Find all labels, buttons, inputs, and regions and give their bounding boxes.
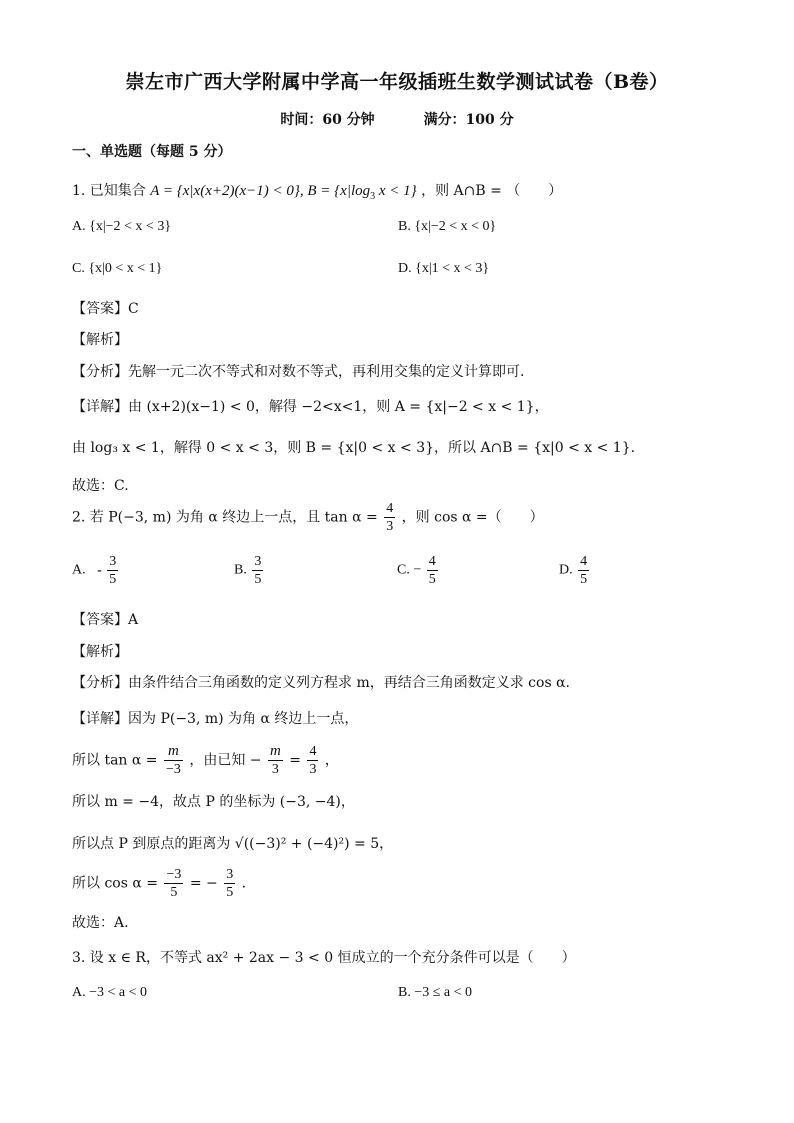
q1-detail-2: 由 log₃ x < 1，解得 0 < x < 3，则 B = {x|0 < x < 3}，所以 A∩B = {x|0 < x < 1}. — [72, 440, 636, 456]
fraction-numerator: 3 — [109, 554, 117, 569]
q2-step-2: 所以 m = −4，故点 P 的坐标为 (−3, −4)， — [72, 794, 355, 810]
q2-option-c — [397, 553, 440, 588]
q2-step-3: 所以点 P 到原点的距离为 √((−3)² + (−4)²) = 5， — [72, 836, 394, 852]
q3-option-a: A. −3 < a < 0 — [72, 985, 148, 1000]
fraction-denominator: 5 — [226, 885, 234, 900]
q1-set-a: A = {x|x(x+2)(x−1) < 0}, B = {x|log — [150, 183, 371, 199]
q1-choose: 故选：C. — [72, 478, 129, 494]
q2-choose: 故选：A. — [72, 915, 129, 931]
option-label: A. — [72, 562, 86, 578]
q2-answer: 【答案】A — [72, 612, 139, 628]
step-text: = — [289, 752, 302, 769]
q3-option-b: B. −3 ≤ a < 0 — [398, 985, 473, 1000]
q1-analysis-label: 【解析】 — [72, 332, 128, 348]
exam-score: 满分：100 分 — [423, 112, 514, 128]
option-fraction — [427, 553, 438, 588]
q2-option-a — [72, 553, 120, 588]
q1-option-d: D. {x|1 < x < 3} — [398, 261, 490, 276]
step-text: ， — [324, 752, 339, 769]
option-fraction — [252, 553, 263, 588]
fraction-numerator: 4 — [428, 554, 436, 569]
fraction-denominator: 5 — [170, 885, 178, 900]
q1-option-a: A. {x|−2 < x < 3} — [72, 219, 172, 234]
fraction-denominator: 3 — [271, 762, 279, 777]
q1-set-b: x < 1} — [375, 183, 417, 199]
step-fraction — [164, 743, 183, 778]
q2-stem-fraction — [384, 500, 395, 535]
option-fraction — [578, 553, 589, 588]
q1-option-c: C. {x|0 < x < 1} — [72, 261, 163, 276]
option-sign: − — [413, 562, 422, 578]
q1-answer: 【答案】C — [72, 301, 139, 317]
q1-log-base: 3 — [370, 190, 376, 202]
option-label: C. — [397, 562, 410, 578]
q2-stem-end: ，则 cos α =（ ） — [401, 509, 544, 526]
q3-stem: 3. 设 x ∈ R，不等式 ax² + 2ax − 3 < 0 恒成立的一个充分条件可以是（ ） — [72, 950, 576, 966]
page-title: 崇左市广西大学附属中学高一年级插班生数学测试试卷（B卷） — [125, 71, 669, 93]
q1-option-b: B. {x|−2 < x < 0} — [398, 219, 497, 234]
q2-analysis: 【分析】由条件结合三角函数的定义列方程求 m，再结合三角函数定义求 cos α. — [72, 675, 570, 691]
q2-detail: 【详解】因为 P(−3, m) 为角 α 终边上一点， — [72, 711, 359, 727]
q2-step-4 — [72, 866, 246, 901]
step-fraction — [307, 743, 318, 778]
fraction-numerator: 3 — [226, 867, 234, 882]
fraction-numerator: 4 — [386, 501, 394, 516]
fraction-denominator: −3 — [165, 762, 181, 777]
fraction-numerator: m — [164, 743, 183, 761]
option-label: D. — [559, 562, 573, 578]
step-text: 所以 tan α = — [72, 752, 158, 769]
step-text: = − — [189, 875, 218, 892]
q1-prefix: 1. 已知集合 — [72, 183, 146, 199]
step-text: . — [241, 875, 247, 892]
q1-detail-1: 【详解】由 (x+2)(x−1) < 0，解得 −2<x<1，则 A = {x|−2 < x < 1}， — [72, 399, 549, 415]
q2-step-1 — [72, 743, 339, 778]
q2-option-b — [234, 553, 265, 588]
fraction-denominator: 5 — [254, 572, 262, 587]
q2-option-d — [559, 553, 591, 588]
fraction-denominator: 3 — [309, 762, 317, 777]
fraction-numerator: 4 — [309, 744, 317, 759]
q1-stem — [72, 180, 562, 202]
q2-stem — [72, 500, 544, 535]
option-label: B. — [234, 562, 247, 578]
exam-time: 时间：60 分钟 — [280, 112, 375, 128]
q2-analysis-label: 【解析】 — [72, 644, 128, 660]
step-fraction — [164, 866, 183, 901]
step-text: ，由已知 − — [189, 752, 262, 769]
step-fraction — [268, 743, 283, 778]
fraction-numerator: m — [269, 743, 281, 759]
fraction-numerator: 3 — [254, 554, 262, 569]
fraction-denominator: 5 — [109, 572, 117, 587]
exam-info — [0, 109, 794, 129]
option-fraction — [107, 553, 118, 588]
step-text: 所以 cos α = — [72, 875, 158, 892]
q1-suffix: ，则 A∩B = （ ） — [421, 183, 563, 199]
fraction-numerator: −3 — [166, 867, 182, 882]
fraction-denominator: 3 — [386, 519, 394, 534]
q2-stem-text: 2. 若 P(−3, m) 为角 α 终边上一点，且 tan α = — [72, 509, 378, 526]
fraction-numerator: 4 — [580, 554, 588, 569]
option-sign: - — [97, 562, 102, 578]
fraction-denominator: 5 — [580, 572, 588, 587]
fraction-denominator: 5 — [428, 572, 436, 587]
section-heading: 一、单选题（每题 5 分） — [72, 144, 232, 160]
q1-analysis: 【分析】先解一元二次不等式和对数不等式，再利用交集的定义计算即可. — [72, 364, 525, 380]
step-fraction — [224, 866, 235, 901]
